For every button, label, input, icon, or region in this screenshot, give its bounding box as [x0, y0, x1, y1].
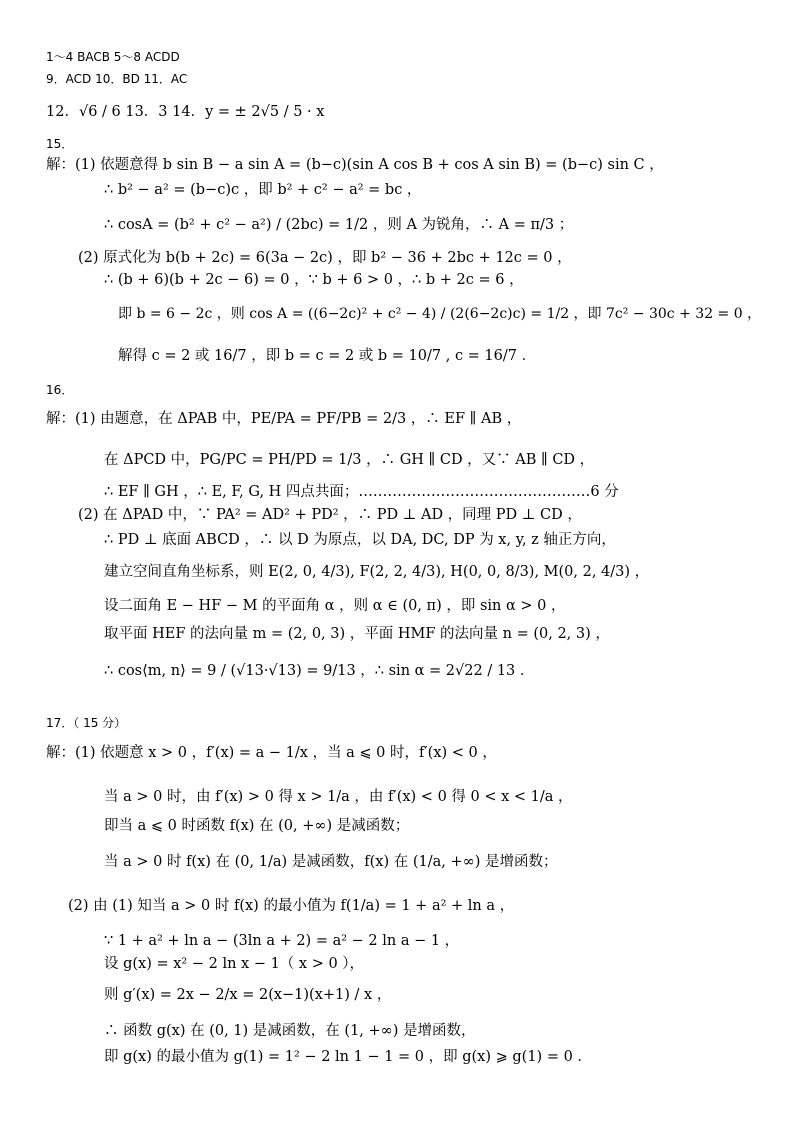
- q15-number: 15．: [46, 137, 74, 151]
- q16-line-9: ∴ cos⟨m, n⟩ = 9 / (√13·√13) = 9/13 ，∴ sin α = 2√22 / 13 ．: [104, 663, 535, 679]
- q15-line-1: 解：(1) 依题意得 b sin B − a sin A = (b−c)(sin A cos B + cos A sin B) = (b−c) sin C ，: [46, 157, 664, 173]
- q15-line-3: ∴ cosA = (b² + c² − a²) / (2bc) = 1/2 ，则 A 为锐角，∴ A = π/3 ；: [104, 217, 574, 233]
- q16-line-8: 取平面 HEF 的法向量 m = (2, 0, 3) ，平面 HMF 的法向量 n = (0, 2, 3) ，: [104, 626, 610, 642]
- q17-line-9: ∴ 函数 g(x) 在 (0, 1) 是减函数，在 (1, +∞) 是增函数，: [104, 1023, 476, 1039]
- q16-line-4: (2) 在 ΔPAD 中，∵ PA² = AD² + PD² ，∴ PD ⊥ AD ，同理 PD ⊥ CD ，: [78, 507, 582, 523]
- q15-line-6: 即 b = 6 − 2c ，则 cos A = ((6−2c)² + c² − 4) / (2(6−2c)c) = 1/2 ，即 7c² − 30c + 32 = 0 ，: [118, 306, 762, 322]
- answers-row-1: 1～4 BACB 5～8 ACDD: [46, 50, 180, 64]
- q16-line-6: 建立空间直角坐标系，则 E(2, 0, 4/3), F(2, 2, 4/3), H(0, 0, 8/3), M(0, 2, 4/3) ，: [104, 564, 650, 580]
- q16-number: 16．: [46, 383, 74, 397]
- answers-row-3: 12．√6 / 6 13．3 14．y = ± 2√5 / 5 · x: [46, 104, 325, 120]
- q16-line-5: ∴ PD ⊥ 底面 ABCD ，∴ 以 D 为原点，以 DA, DC, DP 为 x, y, z 轴正方向，: [104, 532, 616, 548]
- answers-row-2: 9．ACD 10．BD 11．AC: [46, 72, 188, 86]
- q17-line-4: 当 a > 0 时 f(x) 在 (0, 1/a) 是减函数，f(x) 在 (1/a, +∞) 是增函数；: [104, 854, 558, 870]
- q16-line-3: ∴ EF ∥ GH ，∴ E, F, G, H 四点共面；…………………………………………6 分: [104, 484, 619, 500]
- q16-line-1: 解：(1) 由题意，在 ΔPAB 中，PE/PA = PF/PB = 2/3 ，∴ EF ∥ AB ，: [46, 411, 522, 427]
- q17-line-8: 则 g′(x) = 2x − 2/x = 2(x−1)(x+1) / x ，: [104, 987, 392, 1003]
- q15-line-7: 解得 c = 2 或 16/7 ，即 b = c = 2 或 b = 10/7 , c = 16/7 ．: [118, 348, 537, 364]
- q17-line-5: (2) 由 (1) 知当 a > 0 时 f(x) 的最小值为 f(1/a) = 1 + a² + ln a ，: [68, 898, 515, 914]
- q16-line-7: 设二面角 E − HF − M 的平面角 α ，则 α ∈ (0, π) ，即 sin α > 0 ，: [104, 598, 566, 614]
- q17-line-1: 解：(1) 依题意 x > 0 ，f′(x) = a − 1/x ，当 a ⩽ 0 时，f′(x) < 0 ，: [46, 745, 497, 761]
- q15-line-5: ∴ (b + 6)(b + 2c − 6) = 0 ，∵ b + 6 > 0 ，∴ b + 2c = 6 ，: [104, 272, 524, 288]
- q17-line-10: 即 g(x) 的最小值为 g(1) = 1² − 2 ln 1 − 1 = 0 ，即 g(x) ⩾ g(1) = 0 ．: [104, 1049, 592, 1065]
- q17-line-7: 设 g(x) = x² − 2 ln x − 1（ x > 0 ），: [104, 956, 365, 972]
- q15-line-4: (2) 原式化为 b(b + 2c) = 6(3a − 2c) ，即 b² − 36 + 2bc + 12c = 0 ，: [78, 250, 572, 266]
- q17-line-2: 当 a > 0 时，由 f′(x) > 0 得 x > 1/a ，由 f′(x) < 0 得 0 < x < 1/a ，: [104, 789, 573, 805]
- q17-line-6: ∵ 1 + a² + ln a − (3ln a + 2) = a² − 2 ln a − 1 ，: [104, 933, 460, 949]
- q17-line-3: 即当 a ⩽ 0 时函数 f(x) 在 (0, +∞) 是减函数；: [104, 818, 410, 834]
- q17-number: 17．（ 15 分）: [46, 716, 127, 730]
- q16-line-2: 在 ΔPCD 中，PG/PC = PH/PD = 1/3 ，∴ GH ∥ CD ，又∵ AB ∥ CD ，: [104, 452, 595, 468]
- q15-line-2: ∴ b² − a² = (b−c)c ，即 b² + c² − a² = bc ，: [104, 182, 422, 198]
